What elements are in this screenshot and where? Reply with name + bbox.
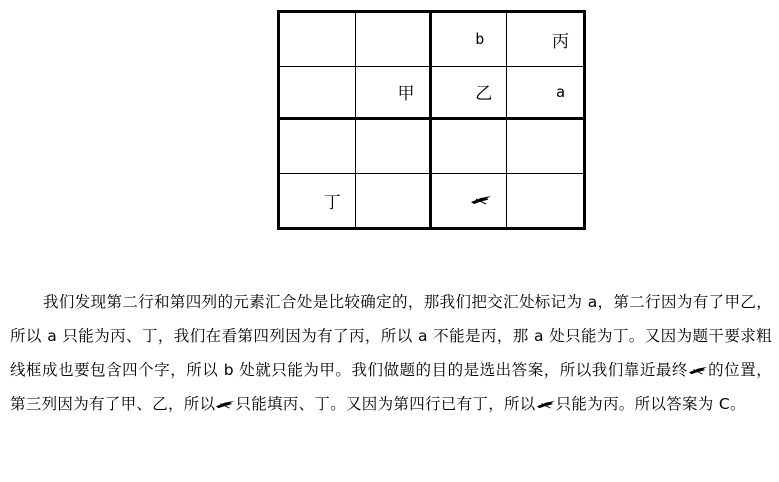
grid-cell-r1c2: [356, 13, 432, 67]
grid-cell-r3c1: [280, 120, 356, 174]
grid-cell-r2c2: 甲: [356, 67, 432, 121]
star-mark-icon: [536, 399, 556, 410]
explanation-segment-2: 的位置，第三列因为有了甲、乙，所以: [10, 361, 772, 413]
grid-cell-r2c4: a: [507, 67, 583, 121]
grid-cell-r4c1: 丁: [280, 174, 356, 228]
puzzle-grid: [277, 10, 586, 230]
grid-cell-r1c4: 丙: [507, 13, 583, 67]
grid-cell-r4c3: [432, 174, 508, 228]
grid-cell-r1c1: [280, 13, 356, 67]
grid-cell-r2c3: 乙: [432, 67, 508, 121]
grid-cell-r4c4: [507, 174, 583, 228]
star-mark-icon: [688, 365, 708, 376]
explanation-segment-4: 只能为丙。所以答案为 C。: [555, 395, 746, 413]
grid-cell-r3c3: [432, 120, 508, 174]
grid-cell-r1c3: b: [432, 13, 508, 67]
explanation-paragraph: [10, 285, 772, 421]
star-mark-icon: [215, 399, 235, 410]
grid-cell-r2c1: [280, 67, 356, 121]
grid-cell-r3c4: [507, 120, 583, 174]
star-mark-icon: [470, 194, 492, 206]
grid-cell-r4c2: [356, 174, 432, 228]
explanation-segment-3: 只能填丙、丁。又因为第四行已有丁，所以: [235, 395, 536, 413]
explanation-segment-1: 我们发现第二行和第四列的元素汇合处是比较确定的，那我们把交汇处标记为 a，第二行因为有了甲乙，所以 a 只能为丙、丁，我们在看第四列因为有了丙，所以 a 不能是丙，那 a 处只能为丁。又因为题干要求粗线框成也要包含四个字，所以 b 处就只能为甲。我们做题的目的是选出答案，所以我们靠近最终: [10, 293, 772, 379]
grid-cell-r3c2: [356, 120, 432, 174]
